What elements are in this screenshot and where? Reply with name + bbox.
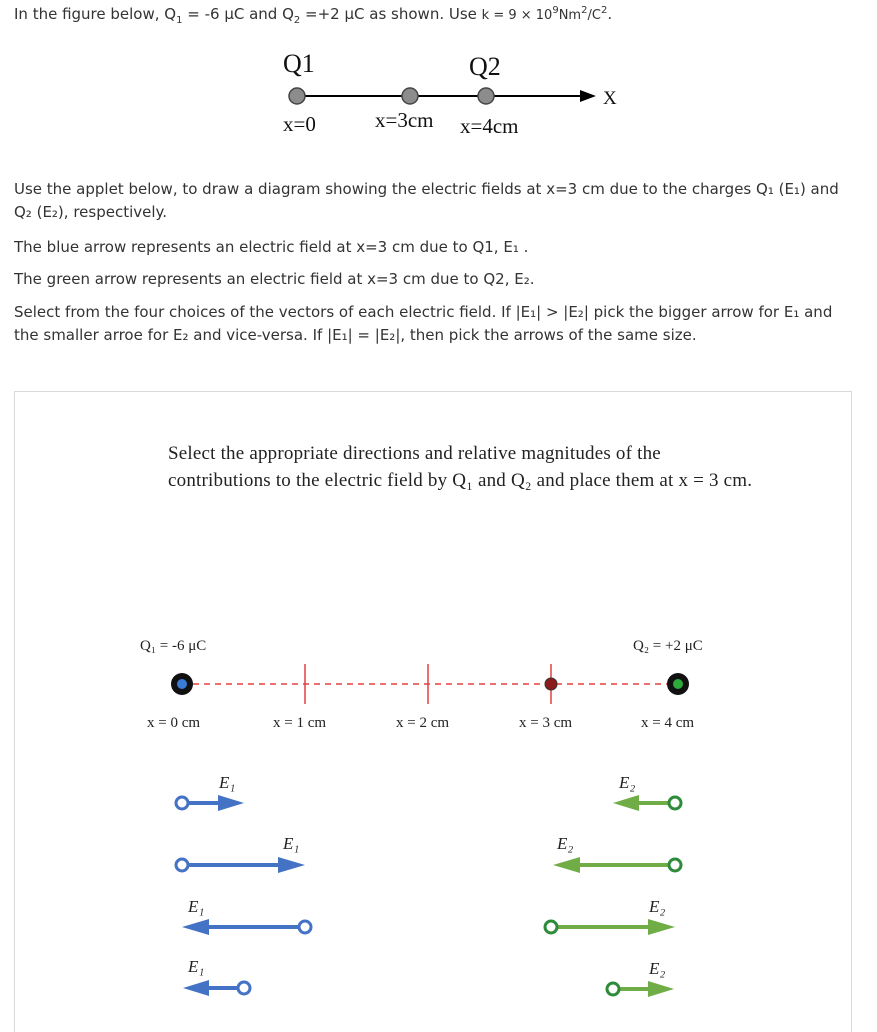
x4-label: x=4cm [460, 114, 519, 138]
intro-text: In the figure below, Q [14, 5, 177, 23]
field-point-marker[interactable] [545, 678, 557, 690]
e2-arrow-short-left[interactable] [613, 773, 681, 811]
paragraph-3: The green arrow represents an electric field at x=3 cm due to Q2, E₂. [14, 270, 535, 288]
units: Nm [558, 8, 582, 23]
intro-text: =+2 μC as shown. Use [300, 5, 482, 23]
e2-label: E₂ [619, 773, 636, 792]
paragraph-1-line-2: Q₂ (E₂), respectively. [14, 203, 168, 221]
e2-arrow-long-left[interactable] [553, 834, 681, 873]
paragraph-1-line-1: Use the applet below, to draw a diagram showing the electric fields at x=3 cm due to the charges Q₁ (E₁) and [14, 180, 839, 198]
paragraph-2: The blue arrow represents an electric field at x=3 cm due to Q1, E₁ . [14, 238, 529, 256]
tick-label-1: x = 1 cm [273, 715, 327, 731]
e1-label: E₁ [188, 957, 205, 976]
intro-sub-2: 2 [293, 15, 301, 26]
e2-label: E₂ [649, 959, 666, 978]
e1-label: E₁ [283, 834, 300, 853]
q2-figure-label: Q2 [469, 52, 501, 81]
intro-text: = -6 μC and Q [182, 5, 294, 23]
tick-label-4: x = 4 cm [641, 715, 695, 731]
e1-label: E₁ [188, 897, 205, 916]
e2-label: E₂ [557, 834, 574, 853]
paragraph-4-line-1: Select from the four choices of the vectors of each electric field. If |E₁| > |E₂| pick the bigger arrow for E₁ and [14, 303, 833, 321]
paragraph-4-line-2: the smaller arroe for E₂ and vice-versa. If |E₁| = |E₂|, then pick the arrows of the same size. [14, 326, 697, 344]
intro-sub-1: 1 [176, 15, 183, 26]
e1-arrow-short-right[interactable] [176, 773, 244, 811]
units-tail: /C [587, 8, 601, 23]
k-constant: k = 9 × 10 [481, 8, 553, 23]
x3-label: x=3cm [375, 108, 434, 132]
tick-label-0: x = 0 cm [147, 715, 201, 731]
x0-label: x=0 [283, 112, 316, 136]
tick-label-3: x = 3 cm [519, 715, 573, 731]
e2-label: E₂ [649, 897, 666, 916]
units-exponent: 2 [581, 5, 588, 16]
q1-figure-label: Q1 [283, 49, 315, 78]
intro-end: . [607, 5, 613, 23]
e2-arrow-long-right[interactable] [545, 897, 675, 935]
e2-arrow-short-right[interactable] [607, 959, 674, 997]
k-exponent: 9 [552, 5, 559, 16]
e1-arrow-long-right[interactable] [176, 834, 305, 873]
x-axis-label: X [603, 88, 617, 109]
q1-applet-charge-core [177, 679, 187, 689]
e1-label: E₁ [219, 773, 236, 792]
applet-instruction: Select the appropriate directions and relative magnitudes of the contributions to the electric field by Q₁ and Q₂ and place them at x = 3 cm. [168, 443, 753, 491]
tick-label-2: x = 2 cm [396, 715, 450, 731]
e1-arrow-short-left[interactable] [183, 957, 250, 996]
q2-applet-charge-core [673, 679, 683, 689]
units-tail-exponent: 2 [600, 5, 608, 16]
q1-applet-label: Q₁ = -6 μC [140, 638, 207, 654]
q2-applet-label: Q₂ = +2 μC [633, 638, 703, 654]
e1-arrow-long-left[interactable] [182, 897, 311, 935]
